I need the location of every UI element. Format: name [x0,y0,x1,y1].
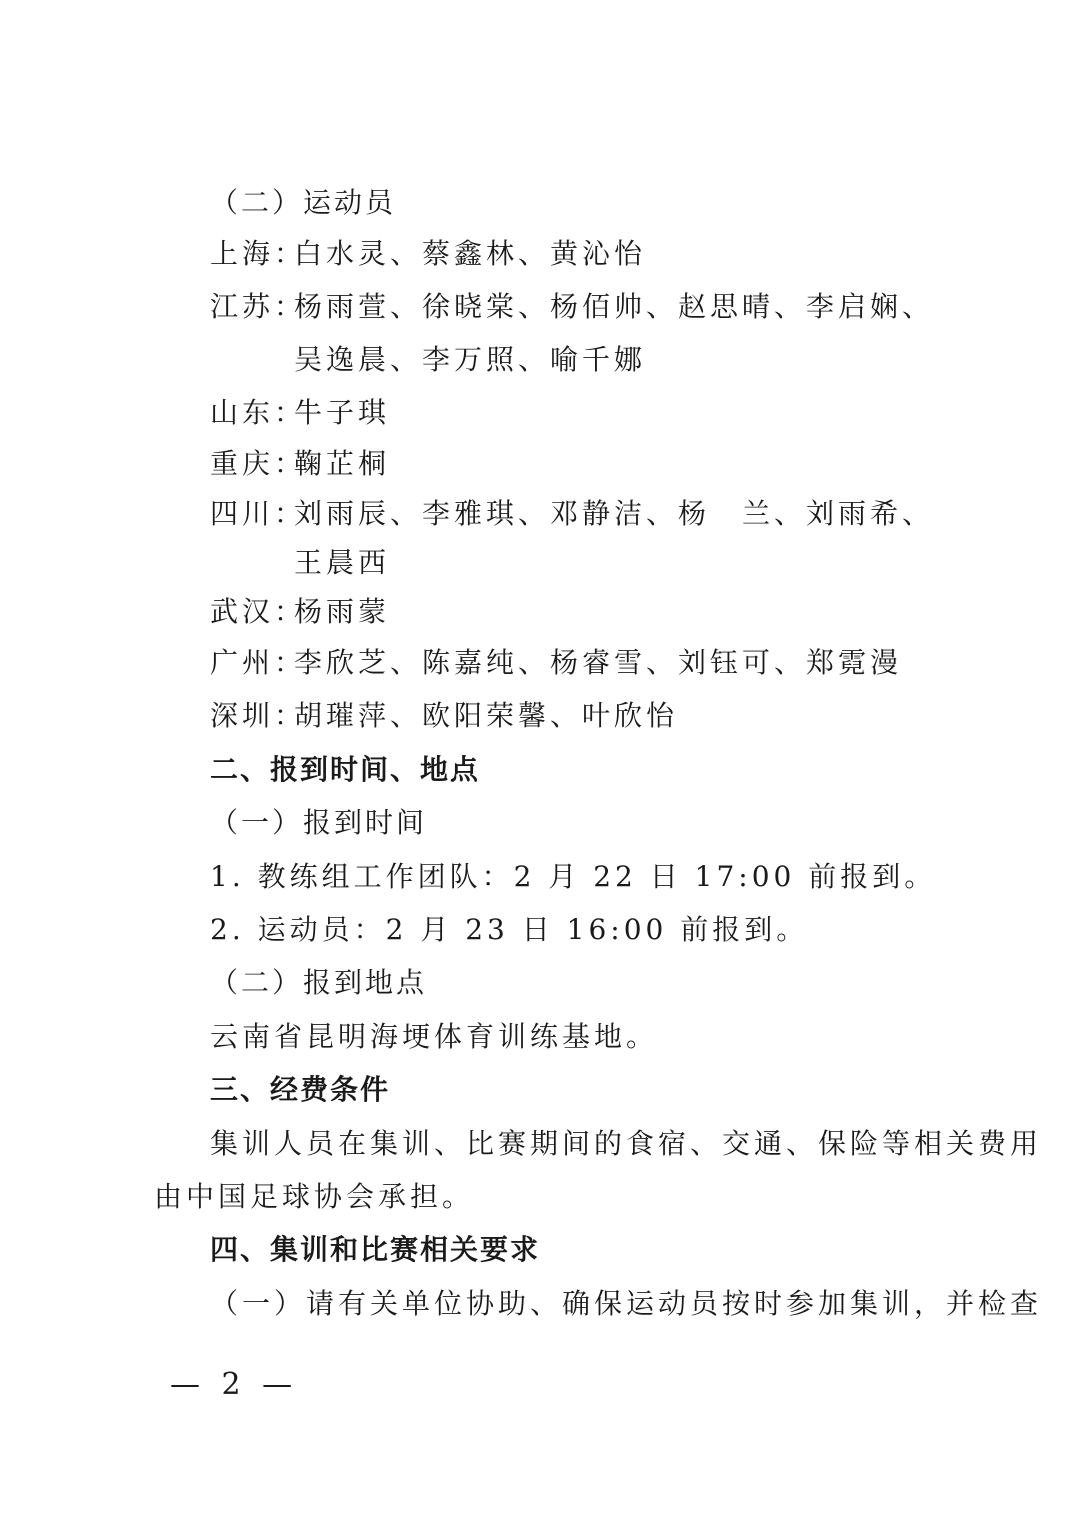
report-heading: 二、报到时间、地点 [210,753,481,786]
athlete-region-label: 广州： [210,646,307,679]
report-time-coaches: 1. 教练组工作团队：2 月 22 日 17:00 前报到。 [210,860,937,893]
report-time-athletes: 2. 运动员：2 月 23 日 16:00 前报到。 [210,913,809,946]
athlete-region-label: 江苏： [210,290,307,323]
athlete-names: 刘雨辰、李雅琪、邓静洁、杨 兰、刘雨希、 [294,497,935,530]
athlete-region-label: 重庆： [210,447,307,480]
athlete-names: 白水灵、蔡鑫林、黄沁怡 [294,237,647,270]
athlete-region-label: 武汉： [210,595,307,628]
athlete-region-label: 四川： [210,497,307,530]
expense-heading: 三、经费条件 [210,1073,391,1106]
requirements-heading: 四、集训和比赛相关要求 [210,1233,541,1266]
report-place: 云南省昆明海埂体育训练基地。 [210,1020,659,1053]
athlete-names: 王晨西 [294,546,391,579]
athlete-region-label: 深圳： [210,699,307,732]
athlete-names: 胡璀萍、欧阳荣馨、叶欣怡 [294,699,679,732]
athlete-names: 牛子琪 [294,396,391,429]
athlete-names: 杨雨蒙 [294,595,391,628]
expense-paragraph-line: 由中国足球协会承担。 [154,1180,475,1213]
athlete-names: 杨雨萱、徐晓棠、杨佰帅、赵思晴、李启娴、 [294,290,935,323]
athlete-region-label: 山东： [210,396,307,429]
expense-paragraph-line: 集训人员在集训、比赛期间的食宿、交通、保险等相关费用 [210,1127,1043,1160]
report-time-subheading: （一）报到时间 [210,806,428,839]
athlete-region-label: 上海： [210,237,307,270]
athlete-names: 李欣芝、陈嘉纯、杨睿雪、刘钰可、郑霓漫 [294,646,903,679]
report-place-subheading: （二）报到地点 [210,966,428,999]
athlete-names: 鞠芷桐 [294,447,391,480]
athletes-heading: （二）运动员 [210,186,397,219]
requirements-paragraph-line: （一）请有关单位协助、确保运动员按时参加集训，并检查 [210,1287,1043,1320]
page-number: — 2 — [170,1367,299,1402]
athlete-names: 吴逸晨、李万照、喻千娜 [294,343,647,376]
